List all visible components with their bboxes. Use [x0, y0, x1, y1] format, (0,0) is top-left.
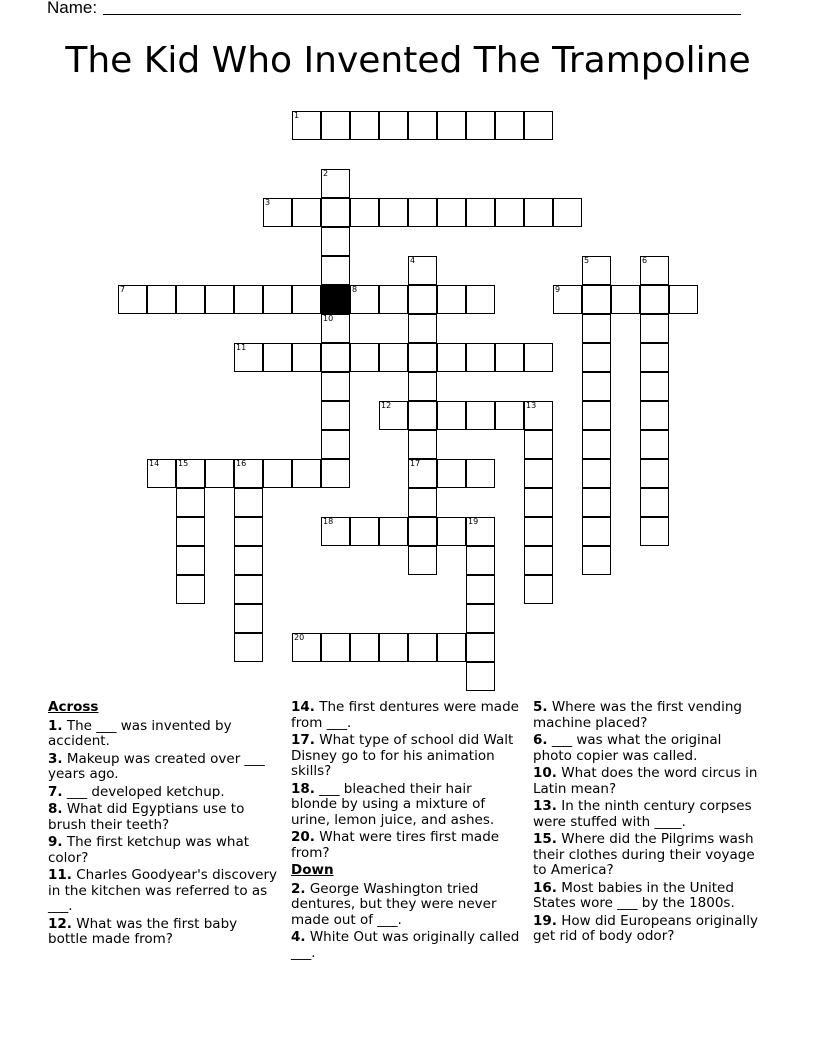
grid-cell[interactable]: [147, 459, 176, 488]
grid-cell[interactable]: [321, 459, 350, 488]
grid-cell[interactable]: [379, 633, 408, 662]
grid-cell[interactable]: [495, 401, 524, 430]
grid-cell[interactable]: [437, 459, 466, 488]
grid-cell[interactable]: [437, 517, 466, 546]
grid-cell[interactable]: [379, 111, 408, 140]
grid-cell[interactable]: [495, 343, 524, 372]
grid-cell[interactable]: [524, 546, 553, 575]
grid-cell[interactable]: [466, 401, 495, 430]
grid-cell[interactable]: [176, 488, 205, 517]
grid-cell[interactable]: [466, 459, 495, 488]
clues-column-2: [291, 700, 521, 963]
grid-cell[interactable]: [553, 285, 582, 314]
clue-number: 6: [642, 256, 648, 265]
grid-cell[interactable]: [466, 111, 495, 140]
grid-cell[interactable]: [408, 285, 437, 314]
grid-cell[interactable]: [640, 372, 669, 401]
grid-cell[interactable]: [234, 285, 263, 314]
clue-across-3: 3. Makeup was created over ___ years ago.: [48, 750, 265, 782]
grid-cell[interactable]: [321, 256, 350, 285]
grid-cell[interactable]: [466, 343, 495, 372]
grid-cell[interactable]: [582, 459, 611, 488]
grid-cell[interactable]: [408, 372, 437, 401]
grid-cell[interactable]: [640, 430, 669, 459]
clue-across-8: 8. What did Egyptians use to brush their teeth?: [48, 801, 245, 833]
name-label: Name:: [47, 0, 98, 17]
grid-cell[interactable]: [379, 343, 408, 372]
grid-cell[interactable]: [553, 198, 582, 227]
clue-down-13: 13. In the ninth century corpses were stuffed with ____.: [533, 798, 752, 830]
grid-cell[interactable]: [437, 198, 466, 227]
grid-cell[interactable]: [640, 401, 669, 430]
clue-number: 4: [410, 256, 416, 265]
grid-cell[interactable]: [379, 401, 408, 430]
grid-cell[interactable]: [234, 633, 263, 662]
grid-cell[interactable]: [321, 227, 350, 256]
grid-cell[interactable]: [408, 546, 437, 575]
clue-across-9: 9. The first ketchup was what color?: [48, 834, 250, 866]
grid-cell[interactable]: [321, 111, 350, 140]
grid-cell[interactable]: [234, 546, 263, 575]
clue-number: 17: [410, 459, 421, 468]
grid-cell[interactable]: [437, 285, 466, 314]
grid-cell[interactable]: [582, 372, 611, 401]
grid-cell[interactable]: [379, 198, 408, 227]
grid-cell[interactable]: [495, 198, 524, 227]
grid-cell[interactable]: [292, 285, 321, 314]
clue-number: 16: [236, 459, 247, 468]
grid-cell[interactable]: [408, 459, 437, 488]
grid-cell[interactable]: [321, 314, 350, 343]
grid-cell[interactable]: [640, 343, 669, 372]
grid-cell[interactable]: [408, 343, 437, 372]
grid-cell[interactable]: [234, 517, 263, 546]
grid-cell[interactable]: [582, 285, 611, 314]
grid-cell[interactable]: [350, 633, 379, 662]
grid-cell[interactable]: [176, 285, 205, 314]
clue-number: 15: [178, 459, 189, 468]
grid-cell[interactable]: [524, 488, 553, 517]
grid-cell[interactable]: [263, 285, 292, 314]
grid-cell[interactable]: [437, 633, 466, 662]
clue-number: 5: [584, 256, 590, 265]
grid-cell[interactable]: [321, 430, 350, 459]
grid-cell[interactable]: [524, 111, 553, 140]
down-heading: Down: [291, 862, 334, 878]
grid-cell[interactable]: [466, 604, 495, 633]
grid-cell[interactable]: [408, 111, 437, 140]
grid-cell[interactable]: [524, 517, 553, 546]
grid-cell[interactable]: [118, 285, 147, 314]
grid-cell[interactable]: [408, 401, 437, 430]
grid-cell[interactable]: [234, 604, 263, 633]
grid-cell[interactable]: [147, 285, 176, 314]
grid-cell[interactable]: [437, 343, 466, 372]
grid-cell[interactable]: [582, 517, 611, 546]
grid-cell[interactable]: [263, 198, 292, 227]
grid-cell[interactable]: [350, 343, 379, 372]
clue-number: 20: [294, 633, 305, 642]
grid-cell[interactable]: [524, 198, 553, 227]
grid-cell[interactable]: [292, 343, 321, 372]
clue-down-2: 2. George Washington tried dentures, but they were never made out of ___.: [291, 880, 497, 928]
grid-cell[interactable]: [408, 430, 437, 459]
clue-number: 13: [526, 401, 537, 410]
clue-across-7: 7. ___ developed ketchup.: [48, 783, 225, 800]
grid-cell[interactable]: [263, 343, 292, 372]
grid-cell[interactable]: [640, 285, 669, 314]
grid-cell[interactable]: [524, 401, 553, 430]
clue-down-6: 6. ___ was what the original photo copier was called.: [533, 732, 722, 764]
grid-cell[interactable]: [466, 575, 495, 604]
grid-cell[interactable]: [350, 198, 379, 227]
grid-cell[interactable]: [640, 256, 669, 285]
clue-number: 9: [555, 285, 561, 294]
grid-cell[interactable]: [408, 488, 437, 517]
grid-cell[interactable]: [466, 546, 495, 575]
grid-cell[interactable]: [408, 517, 437, 546]
clue-across-11: 11. Charles Goodyear's discovery in the kitchen was referred to as ___.: [48, 867, 277, 914]
grid-cell[interactable]: [350, 517, 379, 546]
grid-cell[interactable]: [582, 256, 611, 285]
grid-cell[interactable]: [582, 546, 611, 575]
clues-column-1: [48, 700, 278, 950]
grid-cell[interactable]: [176, 575, 205, 604]
black-cell: [321, 285, 350, 314]
clues-column-3: [533, 700, 763, 947]
grid-cell[interactable]: [350, 285, 379, 314]
grid-cell[interactable]: [524, 430, 553, 459]
grid-cell[interactable]: [321, 372, 350, 401]
grid-cell[interactable]: [437, 401, 466, 430]
grid-cell[interactable]: [234, 488, 263, 517]
grid-cell[interactable]: [582, 401, 611, 430]
clue-down-15: 15. Where did the Pilgrims wash their clothes during their voyage to America?: [533, 831, 755, 878]
grid-cell[interactable]: [234, 575, 263, 604]
grid-cell[interactable]: [640, 459, 669, 488]
grid-cell[interactable]: [292, 633, 321, 662]
clue-number: 2: [323, 169, 329, 178]
clue-number: 11: [236, 343, 247, 352]
clue-down-19: 19. How did Europeans originally get rid of body odor?: [533, 912, 758, 944]
clue-down-10: 10. What does the word circus in Latin mean?: [533, 765, 758, 797]
grid-cell[interactable]: [321, 517, 350, 546]
clue-down-16: 16. Most babies in the United States wore ___ by the 1800s.: [533, 879, 735, 911]
clue-number: 8: [352, 285, 358, 294]
grid-cell[interactable]: [292, 111, 321, 140]
grid-cell[interactable]: [582, 314, 611, 343]
grid-cell[interactable]: [321, 401, 350, 430]
grid-cell[interactable]: [379, 285, 408, 314]
grid-cell[interactable]: [292, 198, 321, 227]
grid-cell[interactable]: [466, 198, 495, 227]
grid-cell[interactable]: [234, 343, 263, 372]
clue-down-4: 4. White Out was originally called ___.: [291, 929, 520, 961]
grid-cell[interactable]: [466, 517, 495, 546]
grid-cell[interactable]: [582, 488, 611, 517]
grid-cell[interactable]: [321, 343, 350, 372]
clue-across-14: 14. The first dentures were made from ___.: [291, 699, 519, 731]
grid-cell[interactable]: [495, 111, 524, 140]
clue-number: 3: [265, 198, 271, 207]
clue-number: 1: [294, 111, 300, 120]
grid-cell[interactable]: [176, 459, 205, 488]
page-title: The Kid Who Invented The Trampoline: [65, 40, 751, 81]
grid-cell[interactable]: [640, 517, 669, 546]
grid-cell[interactable]: [640, 488, 669, 517]
grid-cell[interactable]: [205, 285, 234, 314]
grid-cell[interactable]: [263, 459, 292, 488]
grid-cell[interactable]: [611, 285, 640, 314]
clue-down-5: 5. Where was the first vending machine placed?: [533, 699, 742, 731]
clue-across-17: 17. What type of school did Walt Disney go to for his animation skills?: [291, 732, 514, 779]
grid-cell[interactable]: [408, 633, 437, 662]
clue-number: 12: [381, 401, 392, 410]
across-heading: Across: [48, 699, 99, 715]
grid-cell[interactable]: [321, 633, 350, 662]
grid-cell[interactable]: [408, 198, 437, 227]
grid-cell[interactable]: [524, 575, 553, 604]
grid-cell[interactable]: [176, 546, 205, 575]
grid-cell[interactable]: [466, 633, 495, 662]
clue-number: 18: [323, 517, 334, 526]
clue-number: 19: [468, 517, 479, 526]
grid-cell[interactable]: [234, 459, 263, 488]
grid-cell[interactable]: [524, 459, 553, 488]
clue-number: 10: [323, 314, 334, 323]
grid-cell[interactable]: [582, 343, 611, 372]
grid-cell[interactable]: [466, 285, 495, 314]
grid-cell[interactable]: [350, 111, 379, 140]
grid-cell[interactable]: [669, 285, 698, 314]
clue-across-18: 18. ___ bleached their hair blonde by using a mixture of urine, lemon juice, and ashes.: [291, 780, 495, 828]
grid-cell[interactable]: [437, 111, 466, 140]
grid-cell[interactable]: [466, 662, 495, 691]
grid-cell[interactable]: [292, 459, 321, 488]
grid-cell[interactable]: [321, 169, 350, 198]
clue-across-12: 12. What was the first baby bottle made from?: [48, 915, 238, 947]
grid-cell[interactable]: [640, 314, 669, 343]
grid-cell[interactable]: [582, 430, 611, 459]
grid-cell[interactable]: [321, 198, 350, 227]
clue-number: 7: [120, 285, 126, 294]
grid-cell[interactable]: [176, 517, 205, 546]
clue-number: 14: [149, 459, 160, 468]
grid-cell[interactable]: [524, 343, 553, 372]
grid-cell[interactable]: [408, 256, 437, 285]
clue-across-20: 20. What were tires first made from?: [291, 829, 500, 861]
grid-cell[interactable]: [205, 459, 234, 488]
grid-cell[interactable]: [408, 314, 437, 343]
clue-across-1: 1. The ___ was invented by accident.: [48, 717, 232, 749]
grid-cell[interactable]: [379, 517, 408, 546]
